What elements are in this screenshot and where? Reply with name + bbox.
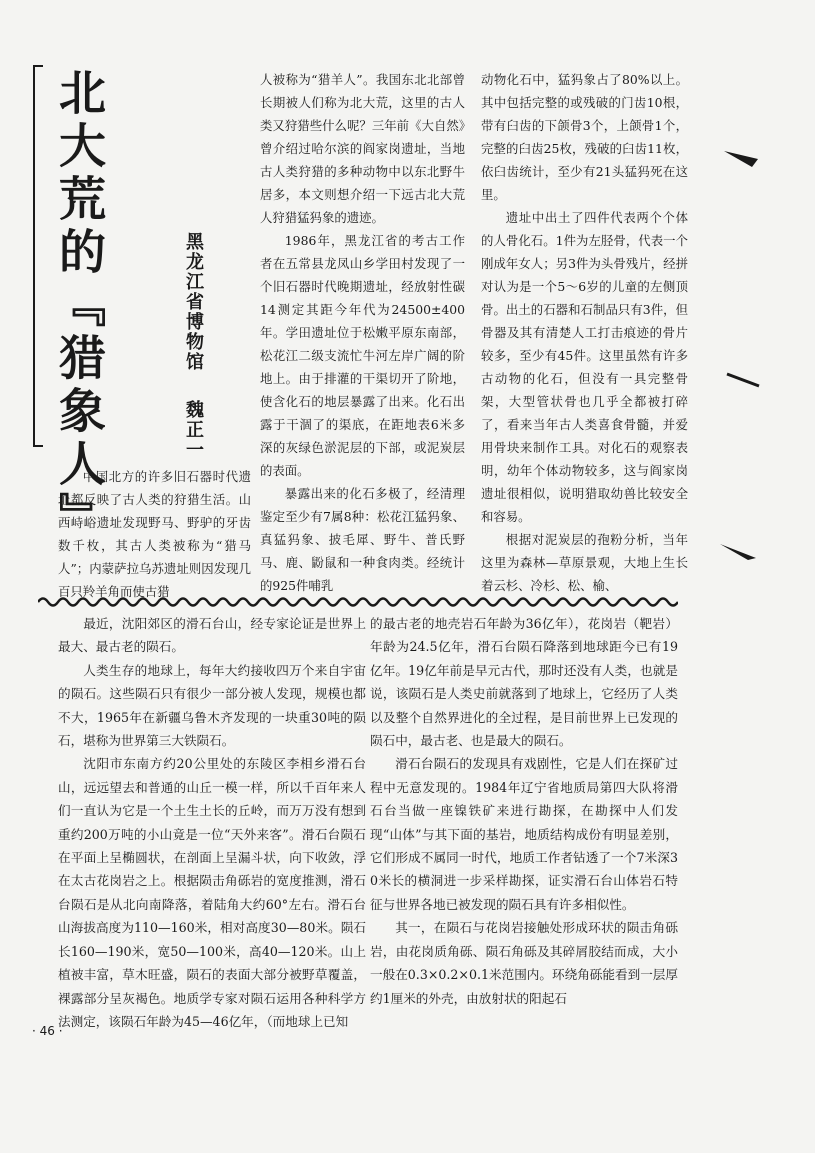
paragraph: 其一，在陨石与花岗岩接触处形成环状的陨击角砾岩，由花岗质角砾、陨石角砾及其碎屑胶结而成，大小一般在0.3×0.2×0.1米范围内。环绕角砾能看到一层厚约1厘米的外壳，由放射状的阳起石 xyxy=(370,920,678,1006)
paragraph: 沈阳市东南方约20公里处的东陵区李相乡滑石台山，远远望去和普通的山丘一模一样，所以千百年来人们一直认为它是一个土生土长的丘岭，而万万没有想到重约200万吨的小山竟是一位“天外来客”。滑石台陨石在平面上呈椭圆状，在剖面上呈漏斗状，向下收敛，浮在太古花岗岩之上。根据陨击角砾岩的宽度推测，滑石台陨石是从北向南降落，着陆角大约60°左右。滑石台山海拔高度为110—160米，相对高度30—80米。陨石长160—190米，宽50—100米，高40—120米。山上植被丰富，草木旺盛，陨石的表面大部分被野草覆盖，裸露部分呈灰褐色。地质学专家对陨石运用各种科学方法测定，该陨石年龄为45—46亿年，（而地球上已知 xyxy=(58,756,366,1029)
author-organization: 黑龙江省博物馆 xyxy=(183,232,204,372)
paragraph: 人类生存的地球上，每年大约接收四万个来自宇宙的陨石。这些陨石只有很少一部分被人发现，规模也都不大，1965年在新疆乌鲁木齐发现的一块重30吨的陨石，堪称为世界第三大铁陨石。 xyxy=(58,662,366,749)
author-name: 魏正一 xyxy=(183,400,204,460)
article-column-3 xyxy=(481,68,688,597)
article-title: 北大荒的『猎象人』 xyxy=(51,68,106,545)
article-column-1 xyxy=(58,465,251,603)
scan-mark xyxy=(722,145,762,169)
wavy-divider xyxy=(38,595,678,609)
article-column-2 xyxy=(260,68,465,597)
paragraph: 动物化石中，猛犸象占了80%以上。其中包括完整的或残破的门齿10根，带有臼齿的下颌骨3个，上颌骨1个，完整的臼齿25枚，残破的臼齿11枚，依臼齿统计，至少有21头猛犸死在这里。 xyxy=(481,72,688,202)
page-number: · 46 · xyxy=(32,1024,63,1038)
scan-mark xyxy=(725,370,761,390)
scan-mark xyxy=(718,540,758,562)
paragraph: 1986年，黑龙江省的考古工作者在五常县龙凤山乡学田村发现了一个旧石器时代晚期遗址，经放射性碳14测定其距今年代为24500±400年。学田遗址位于松嫩平原东南部，松花江二级支流忙牛河左岸广阔的阶地上。由于排灌的干渠切开了阶地，使含化石的地层暴露了出来。化石出露于干涸了的渠底，在距地表6米多深的灰绿色淤泥层的下部，或泥炭层的表面。 xyxy=(260,233,465,478)
paragraph: 的最古老的地壳岩石年龄为36亿年），花岗岩（靶岩）年龄为24.5亿年，滑石台陨石降落到地球距今已有19亿年。19亿年前是早元古代，那时还没有人类，也就是说，该陨石是人类史前就落到了地球上，它经历了人类以及整个自然界进化的全过程，是目前世界上已发现的陨石中，最古老、也是最大的陨石。 xyxy=(370,616,678,749)
paragraph: 暴露出来的化石多极了，经清理鉴定至少有7属8种：松花江猛犸象、真猛犸象、披毛犀、野牛、普氏野马、鹿、鼢鼠和一种食肉类。经统计的925件哺乳 xyxy=(260,486,465,593)
paragraph: 滑石台陨石的发现具有戏剧性，它是人们在探矿过程中无意发现的。1984年辽宁省地质局第四大队将滑石台当做一座镍铁矿来进行勘探，在勘探中人们发现“山体”与其下面的基岩，地质结构成份有明显差别，它们形成不属同一时代，地质工作者钻透了一个7米深30米长的横洞进一步采样勘探，证实滑石台山体岩石特征与世界各地已被发现的陨石具有许多相似性。 xyxy=(370,756,678,912)
paragraph: 遗址中出土了四件代表两个个体的人骨化石。1件为左胫骨，代表一个刚成年女人；另3件为头骨残片，经拼对认为是一个5～6岁的儿童的左侧顶骨。出土的石器和石制品只有3件，但骨器及其有清楚人工打击痕迹的骨片较多，至少有45件。这里虽然有许多古动物的化石，但没有一具完整骨架，大型管状骨也几乎全都被打碎了，看来当年古人类喜食骨髓，并爱用骨块来制作工具。对化石的观察表明，幼年个体动物较多，这与阎家岗遗址很相似，说明猎取幼兽比较安全和容易。 xyxy=(481,210,688,524)
paragraph: 最近，沈阳郊区的滑石台山，经专家论证是世界上最大、最古老的陨石。 xyxy=(58,616,366,655)
paragraph: 中国北方的许多旧石器时代遗址都反映了古人类的狩猎生活。山西峙峪遗址发现野马、野驴的牙齿数千枚，其古人类被称为“猎马人”；内蒙萨拉乌苏遗址则因发现几百只羚羊角而使古猎 xyxy=(58,469,251,599)
paragraph: 人被称为“猎羊人”。我国东北北部曾长期被人们称为北大荒，这里的古人类又狩猎些什么呢？三年前《大自然》曾介绍过哈尔滨的阎家岗遗址，当地古人类狩猎的多种动物中以东北野牛居多，本文则想介绍一下远古北大荒人狩猎猛犸象的遗迹。 xyxy=(260,72,465,225)
article-column-4 xyxy=(58,612,366,1033)
article-column-5 xyxy=(370,612,678,1010)
article-byline xyxy=(182,232,204,460)
paragraph: 根据对泥炭层的孢粉分析，当年这里为森林—草原景观，大地上生长着云杉、冷杉、松、榆、 xyxy=(481,532,688,593)
